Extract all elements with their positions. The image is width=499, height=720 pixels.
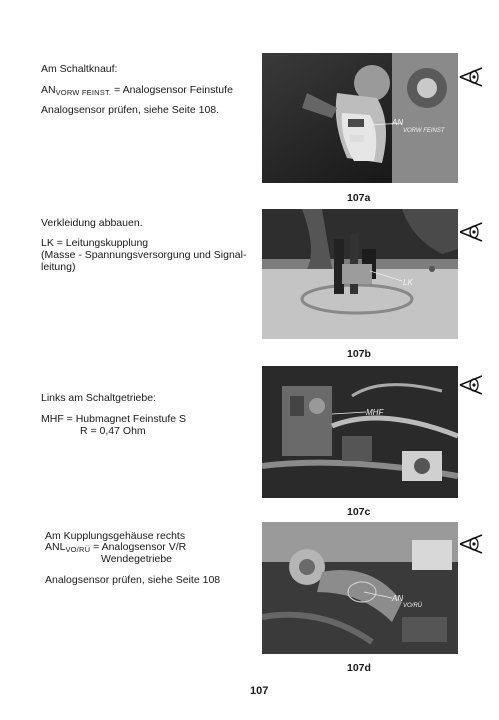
svg-text:VORW FEINST — [403, 128, 446, 134]
text-c-value: R = 0,47 Ohm — [80, 425, 146, 437]
svg-text:VO/RÜ — [403, 602, 423, 609]
text-b-heading: Verkleidung abbauen. — [41, 217, 143, 229]
term-definition: = Analogsensor V/R — [90, 541, 187, 553]
text-b-detail: (Masse - Spannungsversorgung und Signal- — [41, 249, 247, 261]
term-definition: = Analogsensor Feinstufe — [111, 84, 233, 96]
text-a-definition — [41, 84, 233, 99]
caption-107b: 107b — [347, 348, 371, 360]
photo-label-an-sub: VO/RÜ — [403, 603, 423, 609]
text-d-definition-cont: Wendegetriebe — [101, 553, 173, 565]
term: ANL — [45, 541, 66, 553]
caption-107d: 107d — [347, 662, 371, 674]
eye-icon — [458, 374, 484, 396]
caption-107c: 107c — [347, 506, 371, 518]
photo-label-mhf: MHF — [366, 408, 384, 417]
svg-text:AN — [391, 594, 403, 603]
term-subscript: VORW FEINST. — [55, 88, 112, 97]
photo-107a — [262, 53, 458, 183]
text-c-definition: MHF = Hubmagnet Feinstufe S — [41, 413, 187, 425]
text-b-detail-cont: leitung) — [41, 261, 76, 273]
photo-label-an-sub: VORW FEINST — [403, 128, 445, 134]
photo-label-an: AN — [392, 118, 404, 127]
page-number: 107 — [250, 685, 269, 697]
text-d-heading: Am Kupplungsgehäuse rechts — [45, 530, 186, 542]
text-d-note: Analogsensor prüfen, siehe Seite 108 — [45, 574, 221, 586]
eye-icon — [458, 221, 484, 243]
photo-107d — [262, 522, 458, 654]
term-subscript: VO/RÜ — [65, 545, 91, 554]
caption-107a: 107a — [347, 192, 371, 204]
term: AN — [41, 84, 56, 96]
photo-label-lk: LK — [403, 278, 413, 287]
photo-107b — [262, 209, 458, 339]
eye-icon — [458, 533, 484, 555]
text-a-heading: Am Schaltknauf: — [41, 63, 118, 75]
photo-107c — [262, 366, 458, 498]
text-a-note: Analogsensor prüfen, siehe Seite 108. — [41, 104, 220, 116]
svg-text:AN — [391, 118, 403, 127]
photo-label-an: AN — [392, 594, 404, 603]
text-b-definition: LK = Leitungskupplung — [41, 237, 149, 249]
text-c-heading: Links am Schaltgetriebe: — [41, 392, 156, 404]
eye-icon — [458, 66, 484, 88]
